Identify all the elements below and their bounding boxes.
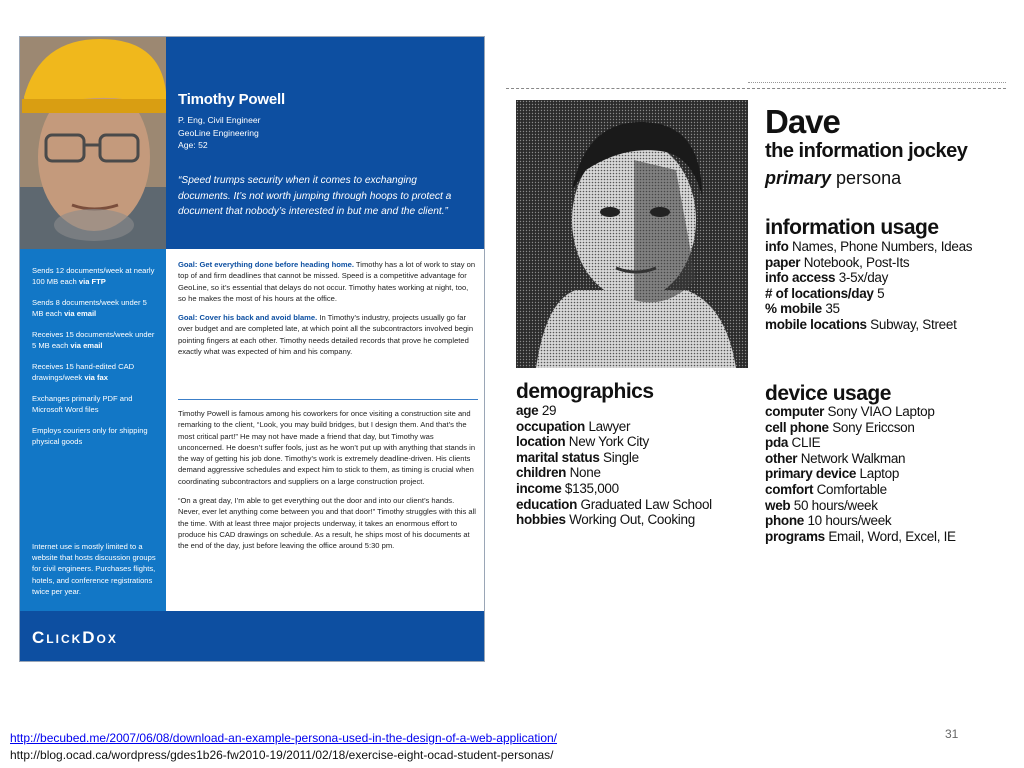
timothy-photo: [20, 37, 166, 249]
persona-age: Age: 52: [178, 140, 208, 150]
device-row: cell phone Sony Ericcson: [765, 419, 915, 435]
card-footer: [20, 611, 485, 662]
demographic-row: occupation Lawyer: [516, 418, 631, 434]
persona-usage-sidebar: [20, 249, 166, 611]
clickdox-logo: ClickDox: [32, 628, 118, 647]
device-row: computer Sony VIAO Laptop: [765, 404, 935, 419]
dave-name: Dave: [765, 103, 840, 140]
device-row: comfort Comfortable: [765, 481, 887, 497]
scan-edge-line: [506, 88, 1006, 89]
demographic-row: children None: [516, 465, 601, 481]
demographic-row: income $135,000: [516, 480, 619, 496]
persona-goals: [178, 259, 478, 357]
device-row: other Network Walkman: [765, 450, 906, 466]
persona-name: Timothy Powell: [178, 91, 285, 108]
device-usage-heading: device usage: [765, 382, 891, 405]
persona-company: GeoLine Engineering: [178, 127, 259, 138]
sidebar-fact: Receives 15 hand-edited CAD drawings/week via fax: [32, 362, 135, 383]
persona-title: P. Eng, Civil Engineer: [178, 115, 261, 125]
demographic-row: marital status Single: [516, 449, 639, 465]
source-link-ocad: http://blog.ocad.ca/wordpress/gdes1b26-fw2010-19/2011/02/18/exercise-eight-ocad-student-personas/: [10, 748, 554, 762]
demographics-heading: demographics: [516, 380, 654, 403]
section-divider: [178, 399, 478, 400]
dave-persona-type: primary persona: [765, 168, 902, 188]
sidebar-internet-use: Internet use is mostly limited to a website that hosts discussion groups for civil engineers. Purchases flights, hotels, and conference registrations twice per year.: [32, 542, 156, 596]
demographic-row: education Graduated Law School: [516, 496, 712, 512]
device-row: phone 10 hours/week: [765, 513, 892, 529]
demographic-row: location New York City: [516, 434, 649, 450]
source-link-becubed[interactable]: http://becubed.me/2007/06/08/download-an-example-persona-used-in-the-design-of-a-web-application/: [10, 731, 558, 745]
scan-edge-line: [748, 82, 1006, 83]
demographics-list: [516, 403, 712, 528]
timothy-header-panel: [166, 37, 485, 249]
device-row: programs Email, Word, Excel, IE: [765, 528, 956, 544]
story-paragraph: “On a great day, I’m able to get everything out the door and into our client’s hands. Never, ever let anything come between you and that door!” Timothy struggles with this all the time. With at least three major projects underway, it takes an enormous effort to produce his CAD drawings on schedule. As a result, he ships most of his documents at the end of the day, just before leaving the office around 5:30 pm.: [178, 496, 476, 551]
demographic-row: hobbies Working Out, Cooking: [516, 512, 695, 528]
dave-role: the information jockey: [765, 140, 968, 162]
device-row: pda CLIE: [765, 435, 821, 451]
slide-number: 31: [945, 727, 959, 741]
sidebar-fact: Sends 12 documents/week at nearly 100 MB each via FTP: [32, 266, 155, 287]
persona-story: [178, 408, 478, 552]
story-paragraph: Timothy Powell is famous among his coworkers for once visiting a construction site and remarking to the client, “Look, you may build bridges, but I design them. And that’s the most critical part!” He may not have made a friend that day, but Timothy was unconcerned. He doesn’t suffer fools, just as he won’t put up with anything that stands in the way of getting his job done. Timothy’s work is extremely deadline-driven. His clients demand aggressive schedules and expect him to stick to them, as timing is crucial when coordinating subcontractors and suppliers on a large construction project.: [178, 409, 476, 486]
info-row: info Names, Phone Numbers, Ideas: [765, 239, 973, 254]
dave-photo: [516, 100, 748, 368]
sidebar-fact: Receives 15 documents/week under 5 MB each via email: [32, 330, 155, 351]
info-row: % mobile 35: [765, 301, 840, 317]
timothy-persona-card: [19, 36, 485, 662]
persona-quote: “Speed trumps security when it comes to exchanging documents. It’s not worth jumping through hoops to protect a document that nobody’s interested in but me and the client.”: [178, 175, 452, 217]
persona-meta: [178, 114, 260, 152]
goal-paragraph: Goal: Cover his back and avoid blame. In Timothy’s industry, projects usually go far over budget and are completed late, at which point all the subcontractors involved begin pointing fingers at each other. Timothy needs detailed records that prove he completed exactly what was expected of him and his company.: [178, 313, 474, 357]
sidebar-fact: Sends 8 documents/week under 5 MB each via email: [32, 298, 147, 319]
device-row: web 50 hours/week: [765, 497, 878, 513]
sidebar-fact: Employs couriers only for shipping physical goods: [32, 426, 148, 447]
info-row: paper Notebook, Post-Its: [765, 254, 910, 270]
device-usage-list: [765, 404, 956, 544]
device-row: primary device Laptop: [765, 466, 900, 482]
sidebar-fact: Exchanges primarily PDF and Microsoft Word files: [32, 394, 133, 415]
goal-paragraph: Goal: Get everything done before heading home. Timothy has a lot of work to stay on top of and firm deadlines that cannot be missed. Speed is a competitive advantage for GeoLine, so it’s essential that delays do not occur. Timothy hates working at night, too, so he makes the most of his hours at the office.: [178, 260, 476, 303]
information-usage-list: [765, 239, 972, 333]
info-row: mobile locations Subway, Street: [765, 316, 957, 332]
info-row: # of locations/day 5: [765, 285, 885, 301]
info-row: info access 3-5x/day: [765, 270, 889, 286]
demographic-row: age 29: [516, 403, 557, 418]
information-usage-heading: information usage: [765, 216, 939, 239]
